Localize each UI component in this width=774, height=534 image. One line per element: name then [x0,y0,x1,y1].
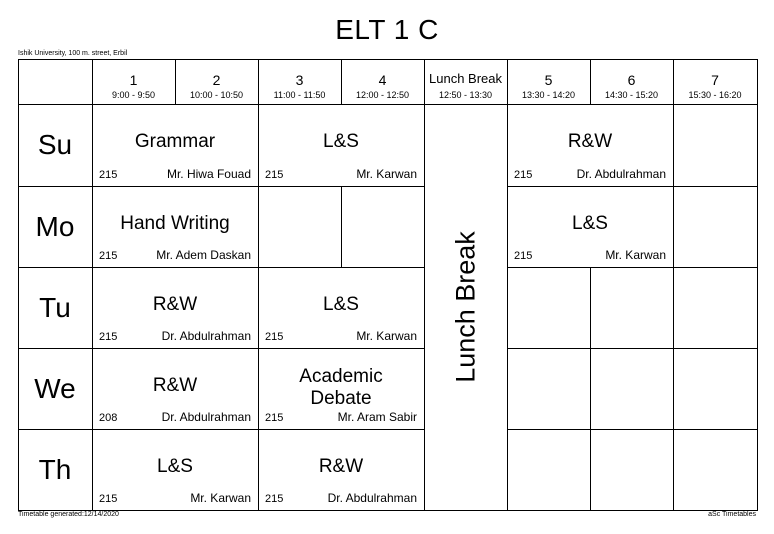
day-label: Su [37,129,73,160]
grid-line [18,348,425,349]
lesson-card[interactable] [92,186,258,267]
lesson-subject: Hand Writing [120,213,230,234]
lesson-room: 215 [514,250,533,262]
lesson-subject: L&S [157,456,193,477]
lesson-teacher: Mr. Hiwa Fouad [166,167,251,181]
lesson-card[interactable] [92,267,258,348]
lunch-break-label: Lunch Break [450,231,480,383]
lesson-teacher: Dr. Abdulrahman [576,167,666,181]
lesson-room: 208 [99,412,118,424]
period-time: 11:00 - 11:50 [273,90,326,100]
school-name: Ishik University, 100 m. street, Erbil [18,50,128,57]
grid-line [258,59,259,105]
period-time: 15:30 - 16:20 [688,90,742,100]
grid-line [18,267,425,268]
lesson-room: 215 [99,331,118,343]
lesson-room: 215 [265,493,284,505]
lesson-teacher: Mr. Karwan [190,491,251,505]
day-label: Tu [39,291,71,323]
grid-line [18,59,19,511]
grid-line [507,186,758,187]
grid-line [258,429,259,511]
generated-date: Timetable generated:12/14/2020 [18,511,119,518]
grid-line [18,186,425,187]
period-header [258,59,341,104]
grid-line [673,348,674,430]
grid-line [341,59,342,105]
lesson-subject: R&W [152,294,198,315]
lesson-room: 215 [99,493,118,505]
period-time: 10:00 - 10:50 [189,90,244,100]
lunch-break-column [424,104,507,510]
grid-line [673,104,674,187]
period-header [424,59,507,104]
lesson-card[interactable] [507,186,673,267]
grid-line [341,186,342,268]
grid-line [258,348,259,430]
grid-line [258,267,259,349]
lesson-card[interactable] [92,104,258,186]
period-time: 13:30 - 14:20 [521,90,576,100]
period-time: 12:50 - 13:30 [438,90,493,100]
lesson-subject: Academic Debate [299,366,383,409]
lesson-room: 215 [265,412,284,424]
lesson-room: 215 [99,169,118,181]
period-header [92,59,175,104]
grid-line [590,59,591,105]
lesson-card[interactable] [507,104,673,186]
period-number: 7 [711,72,719,88]
grid-line [673,186,674,268]
grid-line [673,59,674,105]
grid-line [507,348,758,349]
grid-line [18,59,758,60]
lesson-teacher: Dr. Abdulrahman [161,329,251,343]
period-header [507,59,590,104]
period-number: 1 [129,72,138,88]
lesson-teacher: Mr. Karwan [356,167,417,181]
grid-line [18,104,758,105]
grid-line [18,429,425,430]
period-header [673,59,757,104]
lesson-room: 215 [514,169,533,181]
period-time: 9:00 - 9:50 [111,90,156,100]
lesson-card[interactable] [258,104,424,186]
grid-line [590,348,591,430]
grid-line [590,267,591,349]
lesson-subject: L&S [323,131,359,152]
grid-line [258,186,259,268]
lesson-teacher: Dr. Abdulrahman [161,410,251,424]
period-number: 5 [544,72,553,88]
lesson-card[interactable] [92,348,258,429]
period-time: 12:00 - 12:50 [355,90,410,100]
period-header [175,59,258,104]
lesson-card[interactable] [258,267,424,348]
grid-line [590,429,591,511]
period-number: 3 [295,72,304,88]
grid-line [673,267,674,349]
period-number: 6 [627,72,636,88]
period-number: 4 [378,72,387,88]
grid-line [757,59,758,511]
grid-line [175,59,176,105]
lesson-teacher: Mr. Aram Sabir [337,410,417,424]
period-number: Lunch Break [429,71,502,86]
grid-line [673,429,674,511]
lesson-teacher: Mr. Karwan [605,248,666,262]
lesson-subject: R&W [567,131,613,152]
day-label: Mo [35,210,75,242]
timetable-title: ELT 1 C [335,14,439,45]
lesson-subject: L&S [572,213,608,234]
grid-line [507,59,508,511]
lesson-subject: R&W [152,375,198,396]
lesson-teacher: Dr. Abdulrahman [327,491,417,505]
day-label: We [34,372,76,404]
grid-line [258,104,259,187]
lesson-room: 215 [265,169,284,181]
period-header [341,59,424,104]
lesson-teacher: Mr. Adem Daskan [156,248,251,262]
period-header [590,59,673,104]
day-label: Th [38,453,72,485]
lesson-card[interactable] [258,348,424,429]
lesson-room: 215 [265,331,284,343]
grid-line [507,429,758,430]
lesson-card[interactable] [92,429,258,510]
period-number: 2 [212,72,221,88]
software-credit: aSc Timetables [708,511,756,518]
lesson-teacher: Mr. Karwan [356,329,417,343]
grid-line [92,59,93,511]
lesson-subject: Grammar [134,131,216,152]
grid-line [18,510,758,511]
lesson-subject: R&W [318,456,364,477]
grid-line [424,59,425,511]
lesson-card[interactable] [258,429,424,510]
period-time: 14:30 - 15:20 [604,90,659,100]
grid-line [507,267,758,268]
lesson-subject: L&S [323,294,359,315]
lesson-room: 215 [99,250,118,262]
